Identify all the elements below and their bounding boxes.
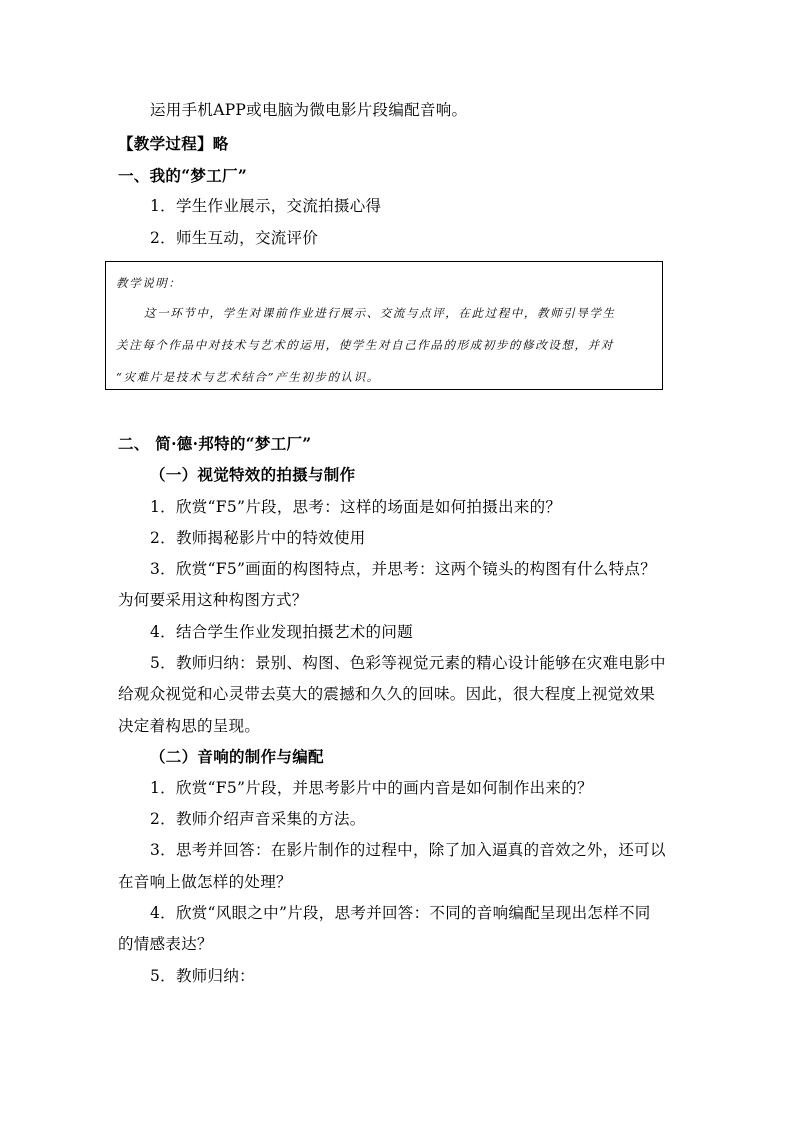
section2-title: 二、 简·德·邦特的“梦工厂” — [118, 434, 312, 453]
sub2-line: 的情感表达？ — [118, 935, 213, 953]
teaching-note-box — [105, 261, 663, 390]
sub2-line: 2．教师介绍声音采集的方法。 — [150, 810, 366, 828]
sub1-line: 1．欣赏“F5”片段，思考：这样的场面是如何拍摄出来的？ — [150, 498, 562, 516]
note-title: 教学说明： — [116, 276, 182, 290]
sub1-line: 为何要采用这种构图方式？ — [118, 591, 308, 609]
note-line: 关注每个作品中对技术与艺术的运用，使学生对自己作品的形成初步的修改设想，并对 — [116, 338, 614, 352]
sub2-line: 4．欣赏“风眼之中”片段，思考并回答：不同的音响编配呈现出怎样不同 — [150, 904, 651, 922]
sub1-line: 决定着构思的呈现。 — [118, 717, 261, 735]
sub1-line: 5．教师归纳：景别、构图、色彩等视觉元素的精心设计能够在灾难电影中 — [150, 654, 666, 672]
sub1-line: 2．教师揭秘影片中的特效使用 — [150, 529, 366, 547]
sub2-line: 5．教师归纳： — [150, 967, 255, 985]
section1-item: 1．学生作业展示，交流拍摄心得 — [150, 197, 382, 215]
section1-title: 一、我的“梦工厂” — [118, 166, 248, 185]
note-line: “灾难片是技术与艺术结合”产生初步的认识。 — [116, 370, 380, 384]
sub1-line: 给观众视觉和心灵带去莫大的震撼和久久的回味。因此，很大程度上视觉效果 — [118, 685, 656, 703]
section1-item: 2．师生互动，交流评价 — [150, 229, 319, 247]
note-line: 这一环节中，学生对课前作业进行展示、交流与点评，在此过程中，教师引导学生 — [144, 306, 616, 320]
sub2-line: 在音响上做怎样的处理？ — [118, 873, 292, 891]
section2-sub1-title: （一）视觉特效的拍摄与制作 — [150, 465, 356, 484]
intro-line: 运用手机APP或电脑为微电影片段编配音响。 — [150, 101, 468, 119]
section2-sub2-title: （二）音响的制作与编配 — [150, 747, 324, 766]
sub1-line: 4．结合学生作业发现拍摄艺术的问题 — [150, 623, 413, 641]
sub2-line: 3．思考并回答：在影片制作的过程中，除了加入逼真的音效之外，还可以 — [150, 841, 666, 859]
sub2-line: 1．欣赏“F5”片段，并思考影片中的画内音是如何制作出来的？ — [150, 779, 593, 797]
process-heading: 【教学过程】略 — [118, 134, 229, 153]
sub1-line: 3．欣赏“F5”画面的构图特点，并思考：这两个镜头的构图有什么特点？ — [150, 560, 657, 578]
